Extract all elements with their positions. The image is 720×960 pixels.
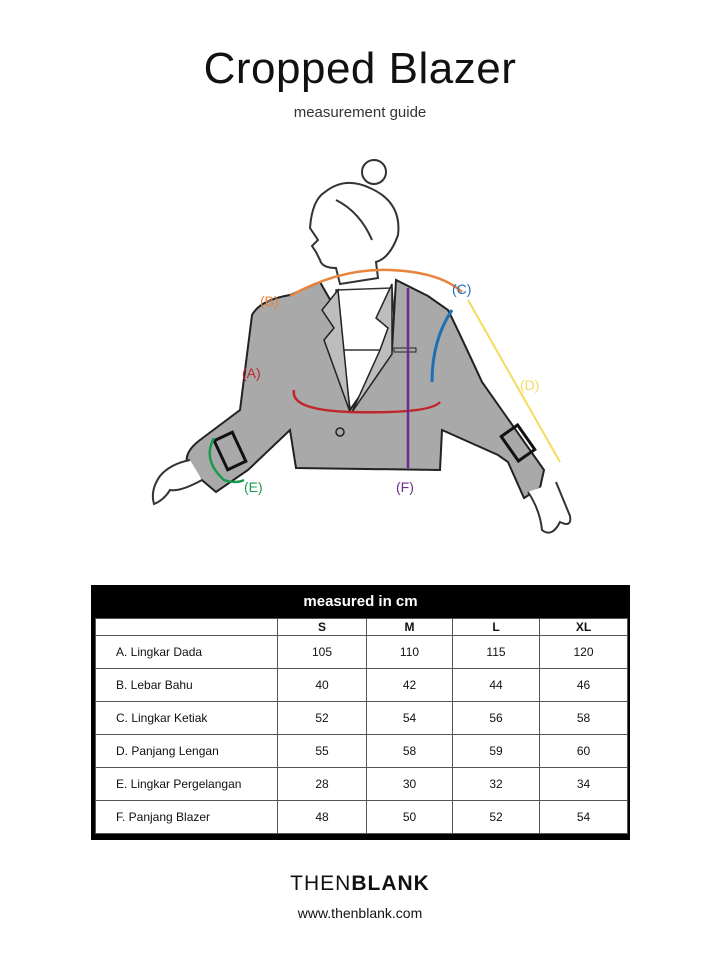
table-row [96, 735, 628, 768]
column-header-m: M [367, 619, 453, 636]
label-d: (D) [520, 377, 540, 393]
label-b: (B) [260, 293, 279, 309]
cell-l: 115 [453, 636, 540, 669]
table-row [96, 669, 628, 702]
column-header-row [96, 619, 628, 636]
size-chart [95, 618, 628, 834]
row-label: E. Lingkar Pergelangan [96, 768, 278, 801]
row-label: A. Lingkar Dada [96, 636, 278, 669]
cell-l: 32 [453, 768, 540, 801]
cell-l: 52 [453, 801, 540, 834]
row-label: D. Panjang Lengan [96, 735, 278, 768]
label-e: (E) [244, 479, 263, 495]
brand-part-then: THEN [290, 872, 352, 895]
row-label: C. Lingkar Ketiak [96, 702, 278, 735]
column-header-xl: XL [540, 619, 628, 636]
cell-s: 28 [278, 768, 367, 801]
cell-xl: 34 [540, 768, 628, 801]
cell-m: 30 [367, 768, 453, 801]
page-subtitle: measurement guide [293, 104, 427, 121]
cell-xl: 54 [540, 801, 628, 834]
cell-s: 40 [278, 669, 367, 702]
table-row [96, 768, 628, 801]
page-title: Cropped Blazer [203, 44, 517, 93]
website-url[interactable]: www.thenblank.com [297, 905, 423, 921]
label-a: (A) [242, 365, 261, 381]
cell-xl: 120 [540, 636, 628, 669]
cell-l: 44 [453, 669, 540, 702]
label-c: (C) [452, 281, 472, 297]
cell-xl: 58 [540, 702, 628, 735]
cell-s: 48 [278, 801, 367, 834]
table-row [96, 801, 628, 834]
cell-m: 58 [367, 735, 453, 768]
cell-s: 105 [278, 636, 367, 669]
row-label: B. Lebar Bahu [96, 669, 278, 702]
table-row [96, 636, 628, 669]
label-f: (F) [396, 479, 414, 495]
cell-m: 50 [367, 801, 453, 834]
cell-l: 56 [453, 702, 540, 735]
column-header-s: S [278, 619, 367, 636]
cell-s: 55 [278, 735, 367, 768]
cell-xl: 60 [540, 735, 628, 768]
cell-m: 110 [367, 636, 453, 669]
blazer-illustration [140, 150, 580, 550]
row-label: F. Panjang Blazer [96, 801, 278, 834]
cell-xl: 46 [540, 669, 628, 702]
brand-logo [0, 872, 720, 896]
column-header [96, 619, 278, 636]
brand-part-blank: BLANK [351, 872, 430, 895]
cell-m: 54 [367, 702, 453, 735]
table-row [96, 702, 628, 735]
cell-s: 52 [278, 702, 367, 735]
model-head [310, 160, 398, 284]
table-header: measured in cm [303, 593, 418, 610]
size-table [91, 585, 630, 840]
column-header-l: L [453, 619, 540, 636]
cell-m: 42 [367, 669, 453, 702]
cell-l: 59 [453, 735, 540, 768]
